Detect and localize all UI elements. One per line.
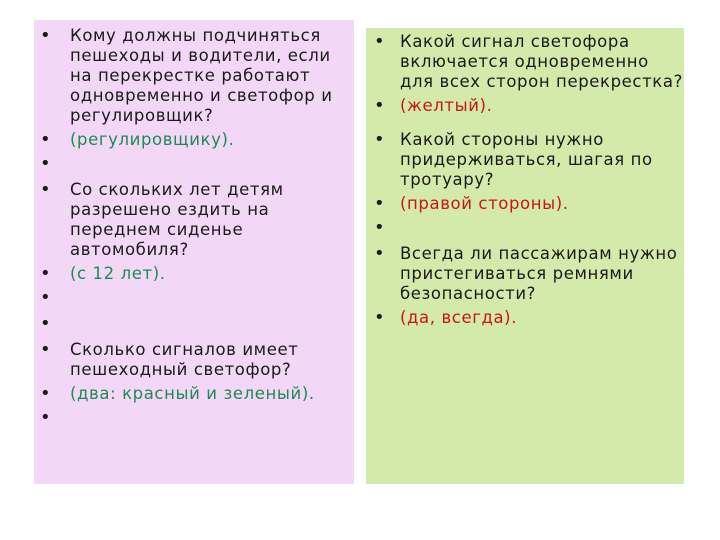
question-text: Кому должны подчиняться пешеходы и водители, если на перекрестке работают одновременно и светофор и регулировщик? <box>70 26 333 125</box>
question-item <box>366 130 684 190</box>
question-item <box>34 180 354 260</box>
answer-text: (правой стороны). <box>400 194 569 213</box>
empty-bullet <box>34 408 354 430</box>
answer-text: (регулировщику). <box>70 130 235 149</box>
question-item <box>366 32 684 92</box>
answer-item <box>366 308 684 328</box>
empty-bullet <box>34 288 354 310</box>
question-text: Какой сигнал светофора включается одновременно для всех сторон перекрестка? <box>400 32 683 91</box>
empty-bullet <box>366 218 684 240</box>
question-text: Сколько сигналов имеет пешеходный светофор? <box>70 340 299 379</box>
question-item <box>34 340 354 380</box>
answer-text: (два: красный и зеленый). <box>70 384 315 403</box>
question-text: Какой стороны нужно придерживаться, шагая по тротуару? <box>400 130 653 189</box>
question-text: Со скольких лет детям разрешено ездить на переднем сиденье автомобиля? <box>70 180 284 259</box>
empty-bullet <box>34 314 354 336</box>
question-text: Всегда ли пассажирам нужно пристегиваться ремнями безопасности? <box>400 244 678 303</box>
answer-text: (да, всегда). <box>400 308 518 327</box>
left-bullet-list <box>34 20 354 430</box>
question-item <box>366 244 684 304</box>
answer-item <box>34 264 354 284</box>
right-bullet-list <box>366 28 684 328</box>
answer-item <box>34 384 354 404</box>
answer-item <box>366 96 684 116</box>
answer-text: (с 12 лет). <box>70 264 166 283</box>
answer-item <box>34 130 354 150</box>
empty-bullet <box>34 154 354 176</box>
right-question-panel <box>366 28 684 484</box>
question-item <box>34 26 354 126</box>
answer-item <box>366 194 684 214</box>
answer-text: (желтый). <box>400 96 493 115</box>
left-question-panel <box>34 20 354 484</box>
